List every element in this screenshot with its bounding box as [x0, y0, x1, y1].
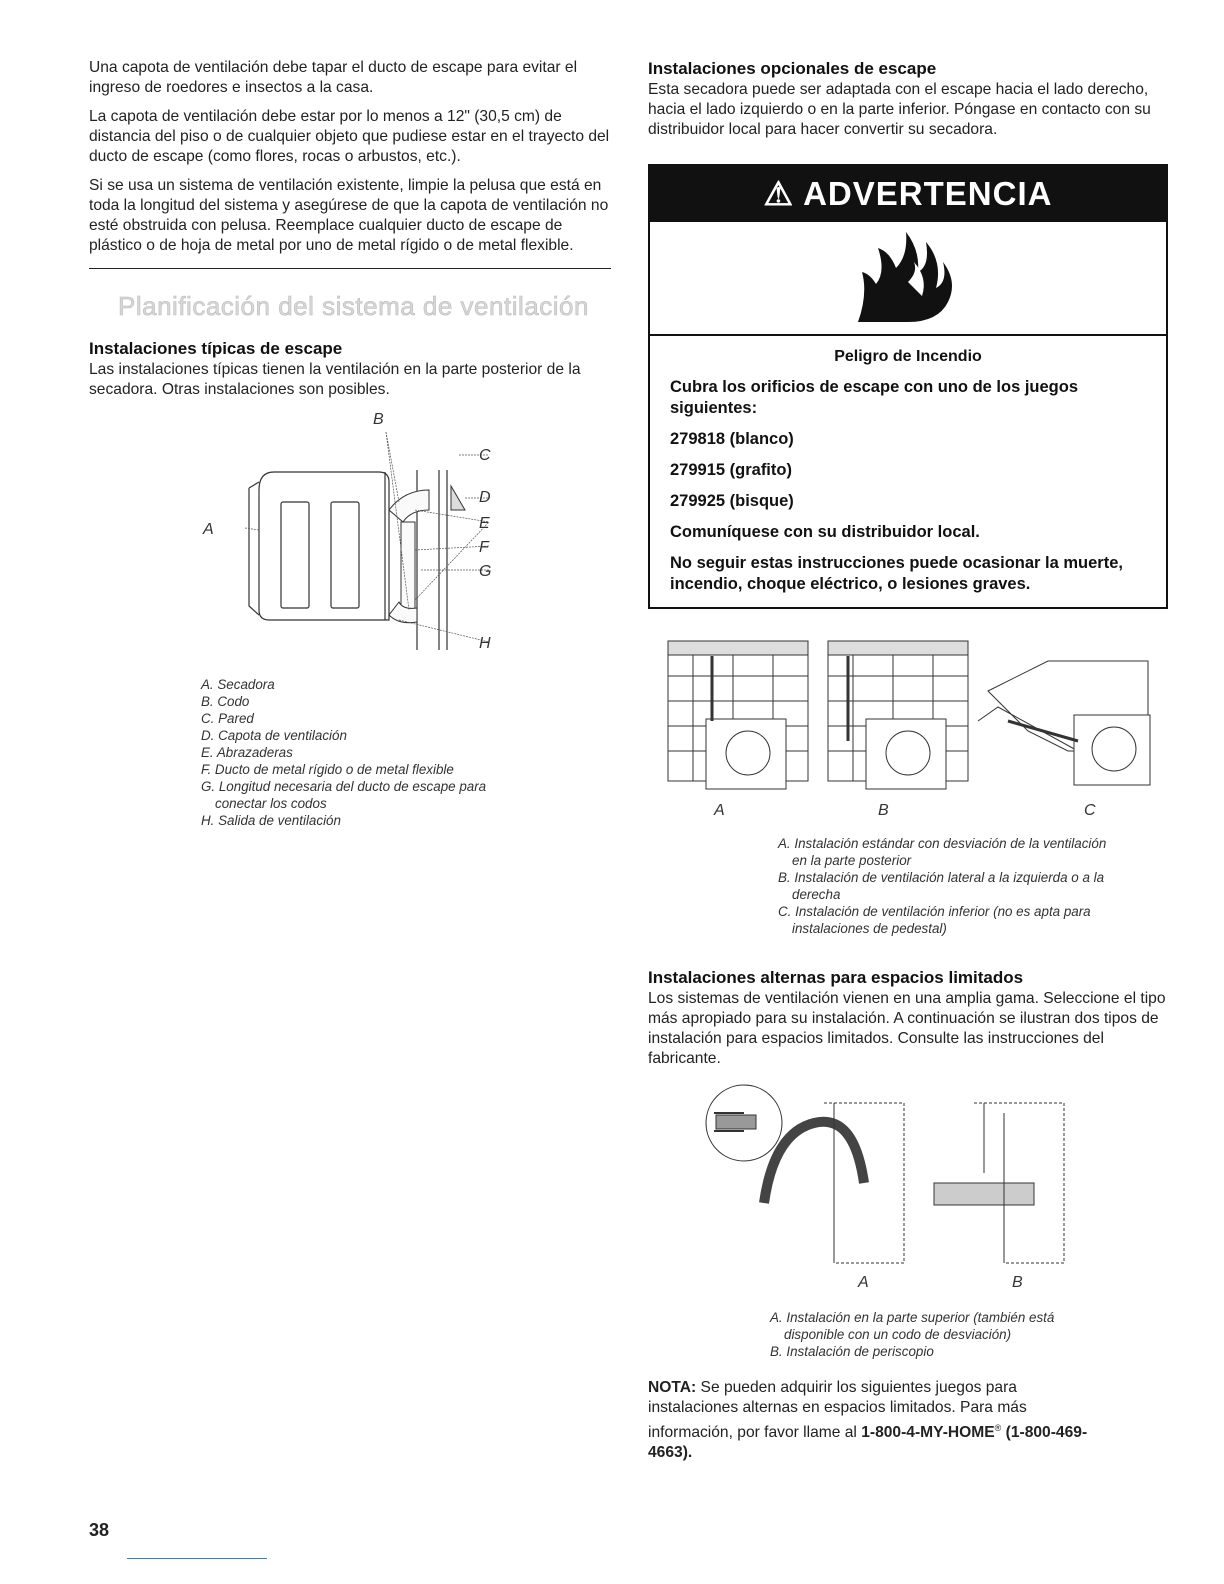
- legend-item: A. Secadora: [201, 677, 275, 692]
- optional-install-figure: [648, 631, 1168, 831]
- note-paragraph: [648, 1378, 1088, 1463]
- fig-label-a: A: [203, 521, 214, 538]
- fig2-label-a: A: [858, 1274, 869, 1291]
- warning-line: No seguir estas instrucciones puede ocasionar la muerte, incendio, choque eléctrico, o lesiones graves.: [670, 554, 1123, 593]
- legend-item: B. Instalación de ventilación lateral a la izquierda o a la derecha: [778, 870, 1105, 902]
- fig-label-c: C: [479, 447, 491, 464]
- panel-b-drawing: [828, 641, 968, 789]
- optional-legend: [778, 835, 1118, 937]
- section-divider: [89, 268, 611, 269]
- warning-line: Cubra los orificios de escape con uno de los juegos siguientes:: [670, 378, 1079, 417]
- warning-body: [650, 336, 1166, 607]
- typical-legend: [201, 676, 541, 829]
- legend-item: E. Abrazaderas: [201, 745, 293, 760]
- panel-c-drawing: [978, 661, 1150, 785]
- fig-label-f: F: [479, 539, 489, 556]
- fire-icon: [848, 222, 968, 326]
- legend-item: G. Longitud necesaria del ducto de escape para conectar los codos: [201, 779, 487, 811]
- typical-heading: Instalaciones típicas de escape: [89, 339, 343, 358]
- section-title: Planificación del sistema de ventilación: [118, 291, 589, 321]
- optional-heading: Instalaciones opcionales de escape: [648, 59, 937, 78]
- fig1-label-c: C: [1084, 802, 1096, 819]
- dryer-drawing: [249, 472, 389, 620]
- warning-triangle-icon: ⚠: [763, 175, 795, 212]
- legend-item: F. Ducto de metal rígido o de metal flexible: [201, 762, 454, 777]
- fire-pictogram: [650, 220, 1166, 336]
- fig-label-b: B: [373, 411, 384, 428]
- warning-box: [648, 164, 1168, 609]
- typical-install-figure: [189, 410, 609, 670]
- paragraph-vent-hood: Una capota de ventilación debe tapar el ducto de escape para evitar el ingreso de roedores e insectos a la casa.: [89, 59, 578, 96]
- warning-line: 279915 (grafito): [670, 461, 792, 479]
- warning-subtitle: Peligro de Incendio: [834, 348, 982, 365]
- legend-item: A. Instalación estándar con desviación de la ventilación en la parte posterior: [778, 836, 1107, 868]
- fig-label-g: G: [479, 563, 492, 580]
- duct-drawing: [389, 486, 465, 623]
- warning-line: 279818 (blanco): [670, 430, 794, 448]
- alternate-heading: Instalaciones alternas para espacios limitados: [648, 968, 1024, 987]
- optional-text: Esta secadora puede ser adaptada con el escape hacia el lado derecho, hacia el lado izquierdo o en la parte inferior. Póngase en contacto con su distribuidor local para hacer convertir su secadora.: [648, 81, 1151, 138]
- legend-item: A. Instalación en la parte superior (también está disponible con un codo de desviación): [770, 1310, 1055, 1342]
- warning-line: Comuníquese con su distribuidor local.: [670, 523, 980, 541]
- legend-item: B. Codo: [201, 694, 250, 709]
- panel-b-drawing: [934, 1103, 1064, 1263]
- legend-item: D. Capota de ventilación: [201, 728, 347, 743]
- legend-item: B. Instalación de periscopio: [770, 1344, 934, 1359]
- fig-label-h: H: [479, 635, 491, 652]
- note-phone: 1-800-4-MY-HOME: [861, 1424, 995, 1442]
- warning-header: [650, 166, 1166, 220]
- warning-line: 279925 (bisque): [670, 492, 794, 510]
- alternate-text: Los sistemas de ventilación vienen en una amplia gama. Seleccione el tipo más apropiado para su instalación. A continuación se ilustran dos tipos de instalación para espacios limitados. Consulte las instrucciones del fabricante.: [648, 990, 1166, 1067]
- fig-label-e: E: [479, 515, 490, 532]
- alternate-install-figure: [704, 1083, 1124, 1293]
- paragraph-existing-system: Si se usa un sistema de ventilación existente, limpie la pelusa que está en toda la longitud del sistema y asegúrese de que la capota de ventilación no esté obstruida con pelusa. Reemplace cualquier ducto de escape de plástico o de hoja de metal por uno de metal rígido o de metal flexible.: [89, 177, 609, 254]
- warning-title: ADVERTENCIA: [803, 175, 1053, 212]
- note-text: Se pueden adquirir los siguientes juegos para instalaciones alternas en espacios limitados. Para más información, por favor llame al: [648, 1379, 1027, 1442]
- typical-text: Las instalaciones típicas tienen la ventilación en la parte posterior de la secadora. Otras instalaciones son posibles.: [89, 361, 581, 398]
- note-phone-digits: (1-800-469-4663).: [648, 1424, 1088, 1462]
- registered-mark: ®: [994, 1423, 1002, 1433]
- fig2-label-b: B: [1012, 1274, 1023, 1291]
- legend-item: H. Salida de ventilación: [201, 813, 341, 828]
- alternate-legend: [770, 1309, 1110, 1360]
- panel-a-drawing: [668, 641, 808, 789]
- fig1-label-a: A: [714, 802, 725, 819]
- paragraph-vent-distance: La capota de ventilación debe estar por lo menos a 12" (30,5 cm) de distancia del piso o de cualquier objeto que pudiese estar en el trayecto del ducto de escape (como flores, rocas o arbustos, etc.).: [89, 108, 610, 165]
- panel-a-drawing: [706, 1085, 904, 1263]
- fig-label-d: D: [479, 489, 491, 506]
- left-column: [89, 58, 611, 829]
- right-column: [648, 58, 1168, 1463]
- note-label: NOTA:: [648, 1379, 697, 1396]
- footer-divider: [127, 1558, 267, 1559]
- fig1-label-b: B: [878, 802, 889, 819]
- page-number: 38: [89, 1520, 110, 1540]
- legend-item: C. Pared: [201, 711, 254, 726]
- legend-item: C. Instalación de ventilación inferior (no es apta para instalaciones de pedestal): [778, 904, 1091, 936]
